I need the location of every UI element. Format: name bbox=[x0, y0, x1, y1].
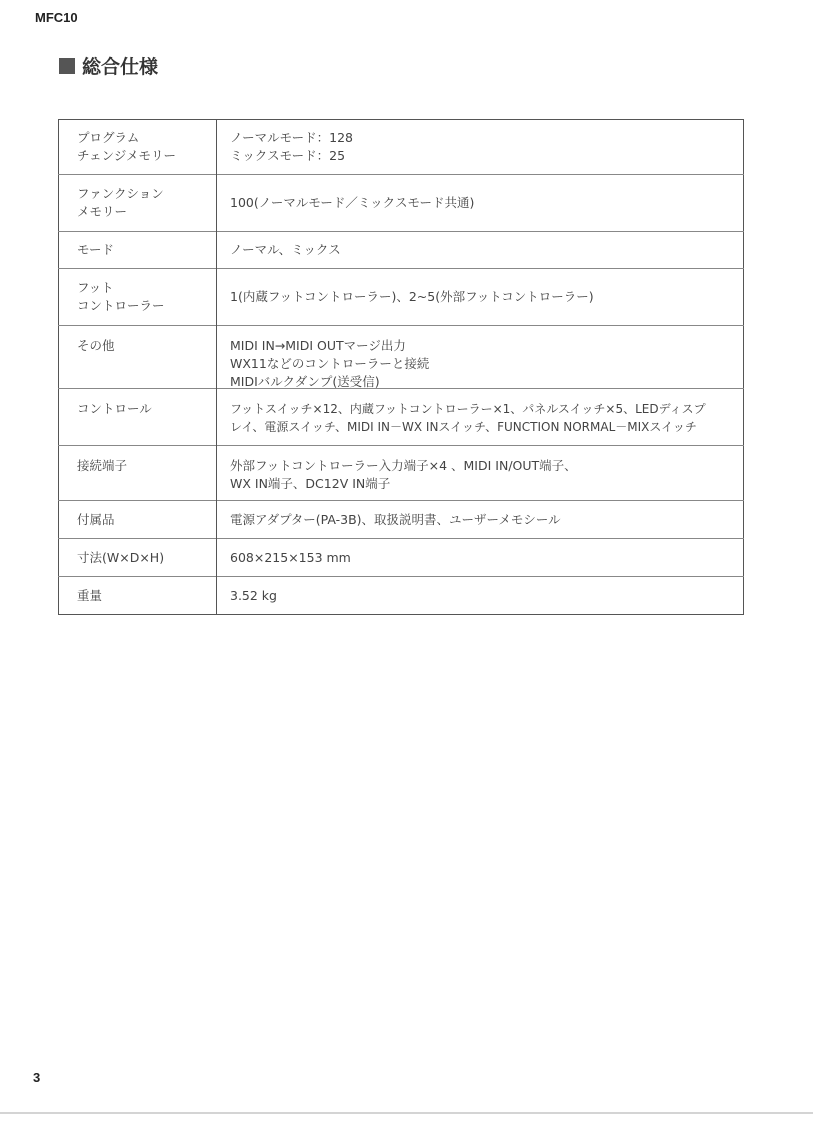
spec-value-line: MIDIバルクダンプ(送受信) bbox=[230, 374, 380, 389]
spec-label-line: プログラム bbox=[77, 130, 140, 145]
spec-label-line: コントローラー bbox=[77, 298, 165, 313]
spec-value bbox=[217, 501, 744, 539]
spec-row-weight bbox=[59, 577, 744, 615]
spec-value-line: 608×215×153 mm bbox=[230, 549, 351, 565]
spec-value bbox=[217, 232, 744, 269]
spec-row-program-change-memory bbox=[59, 120, 744, 175]
spec-label bbox=[59, 269, 217, 326]
spec-label-line: フット bbox=[77, 280, 114, 295]
spec-value-line: 電源アダプター(PA-3B)、取扱説明書、ユーザーメモシール bbox=[230, 511, 561, 527]
spec-label-line: メモリー bbox=[77, 204, 128, 219]
spec-label bbox=[59, 577, 217, 615]
spec-table bbox=[58, 119, 744, 615]
spec-value bbox=[217, 269, 744, 326]
spec-label-line: 接続端子 bbox=[77, 458, 128, 473]
spec-label-line: 付属品 bbox=[77, 511, 115, 527]
spec-label bbox=[59, 175, 217, 232]
square-bullet-icon bbox=[59, 58, 75, 74]
spec-label-line: チェンジメモリー bbox=[77, 148, 176, 163]
spec-label-line: コントロール bbox=[77, 401, 152, 416]
spec-label-line: その他 bbox=[77, 338, 115, 353]
spec-value bbox=[217, 577, 744, 615]
spec-row-other bbox=[59, 326, 744, 389]
spec-value-line: WX IN端子、DC12V IN端子 bbox=[230, 476, 391, 491]
spec-value-line: 100(ノーマルモード／ミックスモード共通) bbox=[230, 195, 475, 210]
spec-value bbox=[217, 175, 744, 232]
spec-row-foot-controller bbox=[59, 269, 744, 326]
spec-label-line: 寸法(W×D×H) bbox=[77, 549, 165, 565]
spec-value-line: WX11などのコントローラーと接続 bbox=[230, 356, 430, 371]
spec-row-control bbox=[59, 389, 744, 446]
spec-value-line: レイ、電源スイッチ、MIDI IN－WX INスイッチ、FUNCTION NORMAL－MIXスイッチ bbox=[230, 420, 697, 434]
spec-value bbox=[217, 539, 744, 577]
spec-value bbox=[217, 389, 744, 446]
spec-label-line: モード bbox=[77, 242, 115, 257]
spec-value bbox=[217, 120, 744, 175]
spec-value-line: フットスイッチ×12、内蔵フットコントローラー×1、パネルスイッチ×5、LEDディスプ bbox=[230, 402, 706, 416]
model-label: MFC10 bbox=[35, 10, 78, 25]
spec-value bbox=[217, 326, 744, 389]
spec-value-line: MIDI IN→MIDI OUTマージ出力 bbox=[230, 338, 406, 353]
section-heading bbox=[59, 52, 158, 79]
spec-value-line: 1(内蔵フットコントローラー)、2~5(外部フットコントローラー) bbox=[230, 289, 594, 304]
spec-value-line: ミックスモード：25 bbox=[230, 148, 346, 163]
spec-value-line: ノーマルモード：128 bbox=[230, 130, 353, 145]
spec-value-line: 外部フットコントローラー入力端子×4 、MIDI IN/OUT端子、 bbox=[230, 458, 577, 473]
bottom-rule bbox=[0, 1112, 813, 1114]
spec-row-function-memory bbox=[59, 175, 744, 232]
spec-label bbox=[59, 539, 217, 577]
spec-label bbox=[59, 232, 217, 269]
spec-row-connectors bbox=[59, 446, 744, 501]
spec-label bbox=[59, 120, 217, 175]
spec-label bbox=[59, 326, 217, 389]
spec-row-accessories bbox=[59, 501, 744, 539]
spec-value-line: ノーマル、ミックス bbox=[230, 242, 341, 257]
spec-label-line: 重量 bbox=[77, 587, 103, 603]
spec-label bbox=[59, 446, 217, 501]
spec-row-mode bbox=[59, 232, 744, 269]
spec-row-dimensions bbox=[59, 539, 744, 577]
spec-value-line: 3.52 kg bbox=[230, 587, 277, 603]
spec-label-line: ファンクション bbox=[77, 186, 164, 201]
spec-label bbox=[59, 389, 217, 446]
spec-label bbox=[59, 501, 217, 539]
section-title: 総合仕様 bbox=[82, 56, 159, 78]
page-number: 3 bbox=[33, 1070, 41, 1085]
spec-value bbox=[217, 446, 744, 501]
